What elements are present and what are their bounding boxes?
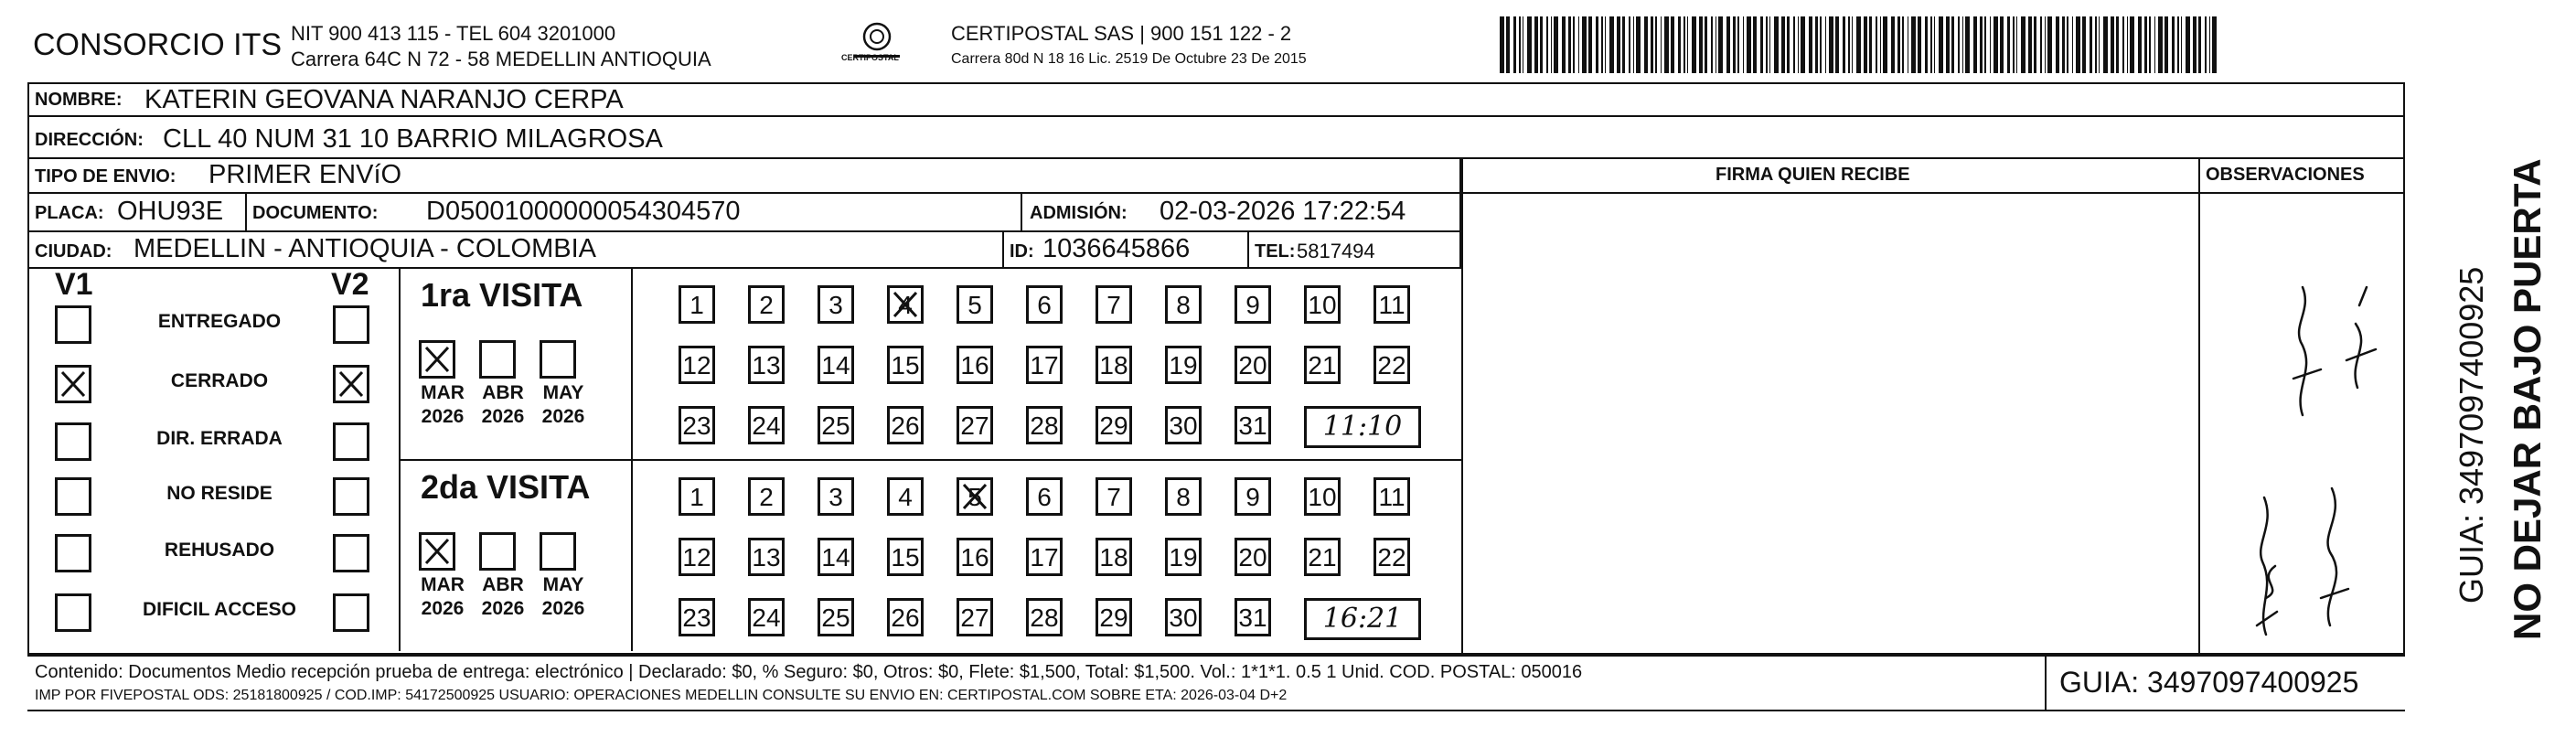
footer-guia: GUIA: 3497097400925 bbox=[2059, 666, 2359, 699]
day-cell[interactable]: 5 bbox=[957, 477, 993, 516]
direccion-value: CLL 40 NUM 31 10 BARRIO MILAGROSA bbox=[163, 124, 663, 154]
day-cell[interactable]: 8 bbox=[1165, 285, 1202, 324]
documento-label: DOCUMENTO: bbox=[252, 203, 379, 223]
certipostal-name: CERTIPOSTAL SAS | 900 151 122 - 2 bbox=[951, 22, 1292, 45]
day-cell[interactable]: 25 bbox=[818, 406, 854, 444]
documento-value: D05001000000054304570 bbox=[426, 197, 741, 226]
day-cell[interactable]: 26 bbox=[887, 598, 924, 636]
month-label: ABR bbox=[482, 574, 524, 595]
ciudad-value: MEDELLIN - ANTIOQUIA - COLOMBIA bbox=[134, 234, 596, 263]
side-guia: GUIA: 3497097400925 bbox=[2453, 266, 2490, 604]
day-cell[interactable]: 19 bbox=[1165, 538, 1202, 576]
year-label: 2026 bbox=[541, 598, 585, 619]
company-nit: NIT 900 413 115 - TEL 604 3201000 bbox=[291, 22, 616, 45]
v2-label: V2 bbox=[331, 267, 369, 302]
day-cell[interactable]: 16 bbox=[957, 538, 993, 576]
day-cell[interactable]: 7 bbox=[1096, 285, 1132, 324]
day-cell[interactable]: 1 bbox=[679, 285, 715, 324]
status-option-label: ENTREGADO bbox=[157, 311, 282, 332]
v2-checkbox[interactable] bbox=[333, 477, 369, 516]
v2-checkbox[interactable] bbox=[333, 534, 369, 572]
day-cell[interactable]: 27 bbox=[957, 598, 993, 636]
footer-guia-divider bbox=[2045, 653, 2047, 711]
day-cell[interactable]: 10 bbox=[1304, 285, 1341, 324]
v2-checkbox[interactable] bbox=[333, 305, 369, 344]
day-cell[interactable]: 4 bbox=[887, 477, 924, 516]
day-cell[interactable]: 23 bbox=[679, 406, 715, 444]
visit-title: 1ra VISITA bbox=[421, 276, 583, 314]
day-cell[interactable]: 16 bbox=[957, 346, 993, 384]
day-cell[interactable]: 17 bbox=[1026, 538, 1063, 576]
day-cell[interactable]: 20 bbox=[1235, 538, 1271, 576]
status-option-label: REHUSADO bbox=[164, 540, 275, 561]
id-value: 1036645866 bbox=[1042, 234, 1191, 263]
year-label: 2026 bbox=[421, 406, 465, 427]
day-cell[interactable]: 28 bbox=[1026, 406, 1063, 444]
admision-divider bbox=[1021, 192, 1022, 232]
day-cell[interactable]: 30 bbox=[1165, 406, 1202, 444]
day-cell[interactable]: 5 bbox=[957, 285, 993, 324]
year-label: 2026 bbox=[481, 406, 525, 427]
day-cell[interactable]: 10 bbox=[1304, 477, 1341, 516]
day-cell[interactable]: 1 bbox=[679, 477, 715, 516]
year-label: 2026 bbox=[481, 598, 525, 619]
day-cell[interactable]: 31 bbox=[1235, 406, 1271, 444]
status-option-label: DIR. ERRADA bbox=[156, 428, 283, 449]
day-cell[interactable]: 18 bbox=[1096, 346, 1132, 384]
day-cell[interactable]: 23 bbox=[679, 598, 715, 636]
day-cell[interactable]: 26 bbox=[887, 406, 924, 444]
year-label: 2026 bbox=[541, 406, 585, 427]
handwritten-notes bbox=[2202, 196, 2403, 653]
day-cell[interactable]: 3 bbox=[818, 477, 854, 516]
id-divider bbox=[1002, 230, 1004, 269]
day-cell[interactable]: 27 bbox=[957, 406, 993, 444]
month-label: MAY bbox=[542, 382, 584, 403]
v2-checkbox[interactable] bbox=[333, 365, 369, 403]
day-cell[interactable]: 12 bbox=[679, 538, 715, 576]
v1-checkbox[interactable] bbox=[55, 534, 91, 572]
day-cell[interactable]: 21 bbox=[1304, 346, 1341, 384]
day-cell[interactable]: 31 bbox=[1235, 598, 1271, 636]
observaciones-divider bbox=[2198, 157, 2200, 657]
visit-row-divider bbox=[399, 459, 1461, 461]
day-cell[interactable]: 14 bbox=[818, 538, 854, 576]
day-cell[interactable]: 15 bbox=[887, 538, 924, 576]
side-warning: NO DEJAR BAJO PUERTA bbox=[2506, 158, 2549, 640]
footer-bottom-line bbox=[27, 710, 2405, 711]
nombre-label: NOMBRE: bbox=[35, 90, 123, 110]
day-cell[interactable]: 30 bbox=[1165, 598, 1202, 636]
v1-label: V1 bbox=[55, 267, 93, 302]
day-cell[interactable]: 8 bbox=[1165, 477, 1202, 516]
day-cell[interactable]: 14 bbox=[818, 346, 854, 384]
month-checkbox[interactable] bbox=[540, 532, 576, 571]
day-cell[interactable]: 9 bbox=[1235, 477, 1271, 516]
day-cell[interactable]: 24 bbox=[748, 598, 785, 636]
certipostal-license: Carrera 80d N 18 16 Lic. 2519 De Octubre 23 De 2015 bbox=[951, 51, 1307, 67]
footer-line bbox=[27, 653, 2405, 655]
admision-value: 02-03-2026 17:22:54 bbox=[1160, 197, 1406, 226]
month-checkbox[interactable] bbox=[540, 340, 576, 379]
ciudad-label: CIUDAD: bbox=[35, 241, 112, 262]
day-cell[interactable]: 22 bbox=[1374, 346, 1410, 384]
day-cell[interactable]: 28 bbox=[1026, 598, 1063, 636]
month-label: MAR bbox=[421, 382, 465, 403]
day-cell[interactable]: 22 bbox=[1374, 538, 1410, 576]
v1-checkbox[interactable] bbox=[55, 365, 91, 403]
placa-label: PLACA: bbox=[35, 203, 104, 223]
barcode bbox=[1500, 16, 2222, 73]
month-label: ABR bbox=[482, 382, 524, 403]
firma-header-line bbox=[1461, 192, 2405, 194]
day-cell[interactable]: 9 bbox=[1235, 285, 1271, 324]
v1-checkbox[interactable] bbox=[55, 305, 91, 344]
placa-divider bbox=[245, 192, 247, 232]
day-cell[interactable]: 11 bbox=[1374, 285, 1410, 324]
day-cell[interactable]: 20 bbox=[1235, 346, 1271, 384]
direccion-label: DIRECCIÓN: bbox=[35, 130, 144, 150]
tipo-value: PRIMER ENVíO bbox=[208, 160, 402, 189]
year-label: 2026 bbox=[421, 598, 465, 619]
day-cell[interactable]: 3 bbox=[818, 285, 854, 324]
v1-checkbox[interactable] bbox=[55, 477, 91, 516]
v2-checkbox[interactable] bbox=[333, 422, 369, 461]
status-option-label: CERRADO bbox=[170, 370, 269, 391]
month-checkbox[interactable] bbox=[419, 532, 455, 571]
firma-divider bbox=[1461, 157, 1463, 657]
day-cell[interactable]: 6 bbox=[1026, 477, 1063, 516]
day-cell[interactable]: 2 bbox=[748, 477, 785, 516]
day-cell[interactable]: 21 bbox=[1304, 538, 1341, 576]
day-cell[interactable]: 7 bbox=[1096, 477, 1132, 516]
calendar-divider bbox=[631, 269, 633, 651]
month-label: MAY bbox=[542, 574, 584, 595]
day-cell[interactable]: 13 bbox=[748, 538, 785, 576]
status-option-label: DIFICIL ACCESO bbox=[142, 599, 296, 620]
day-cell[interactable]: 2 bbox=[748, 285, 785, 324]
day-cell[interactable]: 12 bbox=[679, 346, 715, 384]
month-checkbox[interactable] bbox=[419, 340, 455, 379]
day-cell[interactable]: 18 bbox=[1096, 538, 1132, 576]
v1-checkbox[interactable] bbox=[55, 422, 91, 461]
status-option-label: NO RESIDE bbox=[166, 483, 273, 504]
tipo-label: TIPO DE ENVIO: bbox=[35, 166, 176, 187]
v1-checkbox[interactable] bbox=[55, 593, 91, 632]
day-cell[interactable]: 11 bbox=[1374, 477, 1410, 516]
id-label: ID: bbox=[1010, 241, 1034, 262]
day-cell[interactable]: 19 bbox=[1165, 346, 1202, 384]
tel-value: 5817494 bbox=[1297, 240, 1375, 262]
time-box[interactable]: 11:10 bbox=[1304, 406, 1421, 448]
day-cell[interactable]: 13 bbox=[748, 346, 785, 384]
day-cell[interactable]: 6 bbox=[1026, 285, 1063, 324]
firma-header: FIRMA QUIEN RECIBE bbox=[1716, 165, 1910, 185]
day-cell[interactable]: 25 bbox=[818, 598, 854, 636]
company-name: CONSORCIO ITS bbox=[33, 27, 283, 62]
tel-divider bbox=[1247, 230, 1249, 269]
footer-content: Contenido: Documentos Medio recepción prueba de entrega: electrónico | Declarado: $0, % Seguro: $0, Otros: $0, Flete: $1,500, Total: $1,500. Vol.: 1*1*1. 0.5 1 Unid. COD. POSTAL: 050016 bbox=[35, 662, 1583, 682]
day-cell[interactable]: 29 bbox=[1096, 598, 1132, 636]
placa-value: OHU93E bbox=[117, 197, 224, 226]
day-cell[interactable]: 4 bbox=[887, 285, 924, 324]
v2-checkbox[interactable] bbox=[333, 593, 369, 632]
footer-meta: IMP POR FIVEPOSTAL ODS: 25181800925 / COD.IMP: 54172500925 USUARIO: OPERACIONES MEDELLIN CONSULTE SU ENVIO EN: CERTIPOSTAL.COM SOBRE ETA: 2026-03-04 D+2 bbox=[35, 688, 1288, 703]
day-cell[interactable]: 29 bbox=[1096, 406, 1132, 444]
month-label: MAR bbox=[421, 574, 465, 595]
admision-label: ADMISIÓN: bbox=[1030, 203, 1128, 223]
tel-label: TEL: bbox=[1255, 241, 1296, 262]
observaciones-header: OBSERVACIONES bbox=[2206, 165, 2365, 185]
company-address: Carrera 64C N 72 - 58 MEDELLIN ANTIOQUIA bbox=[291, 48, 711, 70]
month-checkbox[interactable] bbox=[479, 340, 516, 379]
month-checkbox[interactable] bbox=[479, 532, 516, 571]
nombre-value: KATERIN GEOVANA NARANJO CERPA bbox=[144, 85, 624, 114]
day-cell[interactable]: 17 bbox=[1026, 346, 1063, 384]
day-cell[interactable]: 15 bbox=[887, 346, 924, 384]
day-cell[interactable]: 24 bbox=[748, 406, 785, 444]
visit-title: 2da VISITA bbox=[421, 468, 591, 506]
logo-text: CERTIPOSTAL bbox=[841, 53, 899, 62]
time-box[interactable]: 16:21 bbox=[1304, 598, 1421, 640]
